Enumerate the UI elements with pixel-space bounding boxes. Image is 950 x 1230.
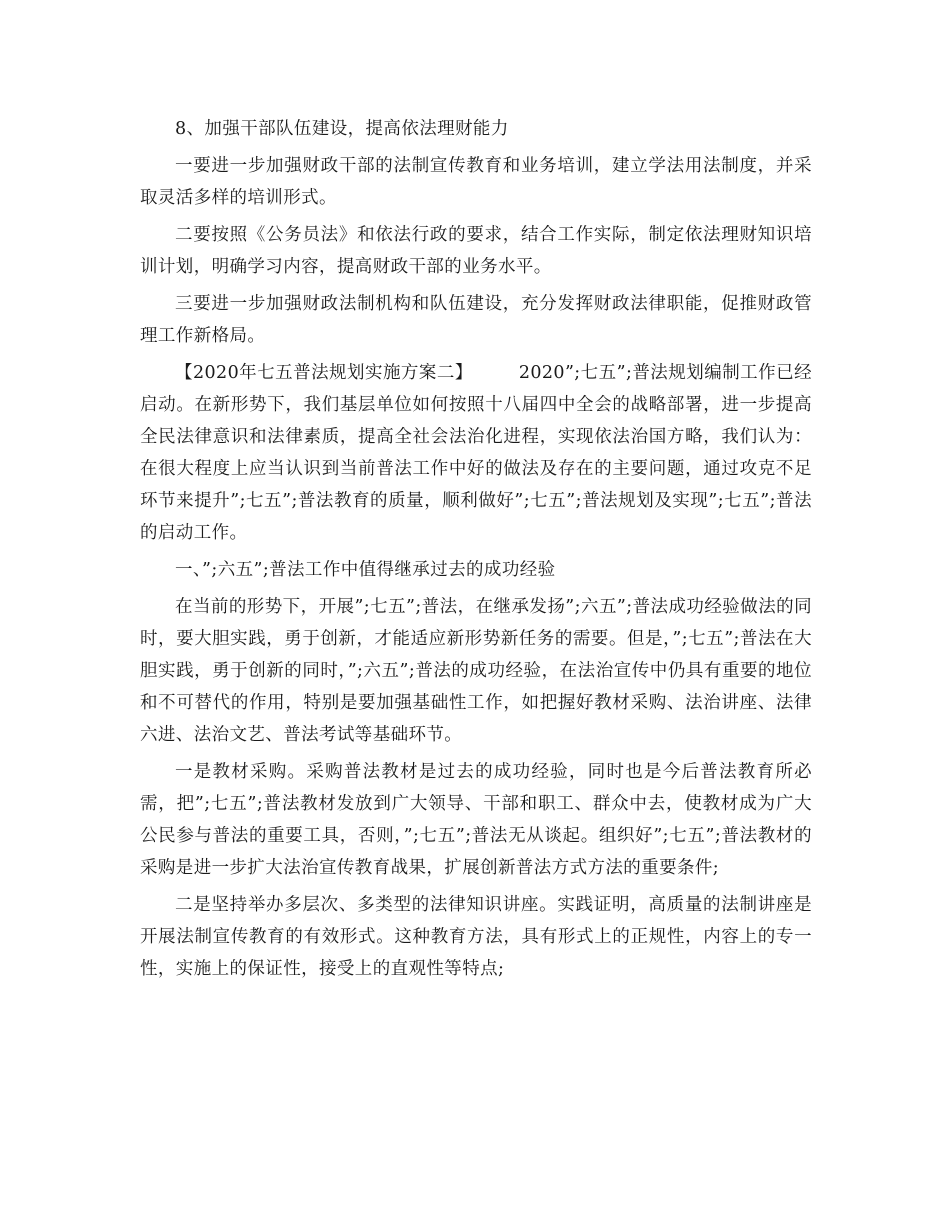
paragraph: 二是坚持举办多层次、多类型的法律知识讲座。实践证明，高质量的法制讲座是开展法制宣传教育的有效形式。这种教育方法，具有形式上的正规性，内容上的专一性，实施上的保证性，接受上的直观性等特点; xyxy=(140,895,812,979)
paragraph: 一要进一步加强财政干部的法制宣传教育和业务培训，建立学法用法制度，并采取灵活多样的培训形式。 xyxy=(140,156,812,208)
paragraph: 一是教材采购。采购普法教材是过去的成功经验，同时也是今后普法教育所必需，把”;七五”;普法教材发放到广大领导、干部和职工、群众中去，使教材成为广大公民参与普法的重要工具，否则，”;七五”;普法无从谈起。组织好”;七五”;普法教材的采购是进一步扩大法治宣传教育战果，扩展创新普法方式方法的重要条件; xyxy=(140,762,812,878)
section-heading: 8、加强干部队伍建设，提高依法理财能力 xyxy=(175,119,509,139)
plan-body: 2020”;七五”;普法规划编制工作已经启动。在新形势下，我们基层单位如何按照十八届四中全会的战略部署，进一步提高全民法律意识和法律素质，提高全社会法治化进程，实现依法治国方略，我们认为：在很大程度上应当认识到当前普法工作中好的做法及存在的主要问题，通过攻克不足环节来提升”;七五”;普法教育的质量，顺利做好”;七五”;普法规划及实现”;七五”;普法的启动工作。 xyxy=(140,363,812,543)
paragraph: 二要按照《公务员法》和依法行政的要求，结合工作实际，制定依法理财知识培训计划，明确学习内容，提高财政干部的业务水平。 xyxy=(140,225,812,277)
plan-paragraph xyxy=(140,357,812,549)
paragraph: 三要进一步加强财政法制机构和队伍建设，充分发挥财政法律职能，促推财政管理工作新格局。 xyxy=(140,294,812,346)
paragraph: 在当前的形势下，开展”;七五”;普法，在继承发扬”;六五”;普法成功经验做法的同时，要大胆实践，勇于创新，才能适应新形势新任务的需要。但是，”;七五”;普法在大胆实践，勇于创新的同时，”;六五”;普法的成功经验，在法治宣传中仍具有重要的地位和不可替代的作用，特别是要加强基础性工作，如把握好教材采购、法治讲座、法律六进、法治文艺、普法考试等基础环节。 xyxy=(140,597,812,745)
section-heading: 一、”;六五”;普法工作中值得继承过去的成功经验 xyxy=(175,560,556,580)
document-page xyxy=(140,113,812,990)
plan-heading: 【2020年七五普法规划实施方案二】 xyxy=(175,363,473,383)
